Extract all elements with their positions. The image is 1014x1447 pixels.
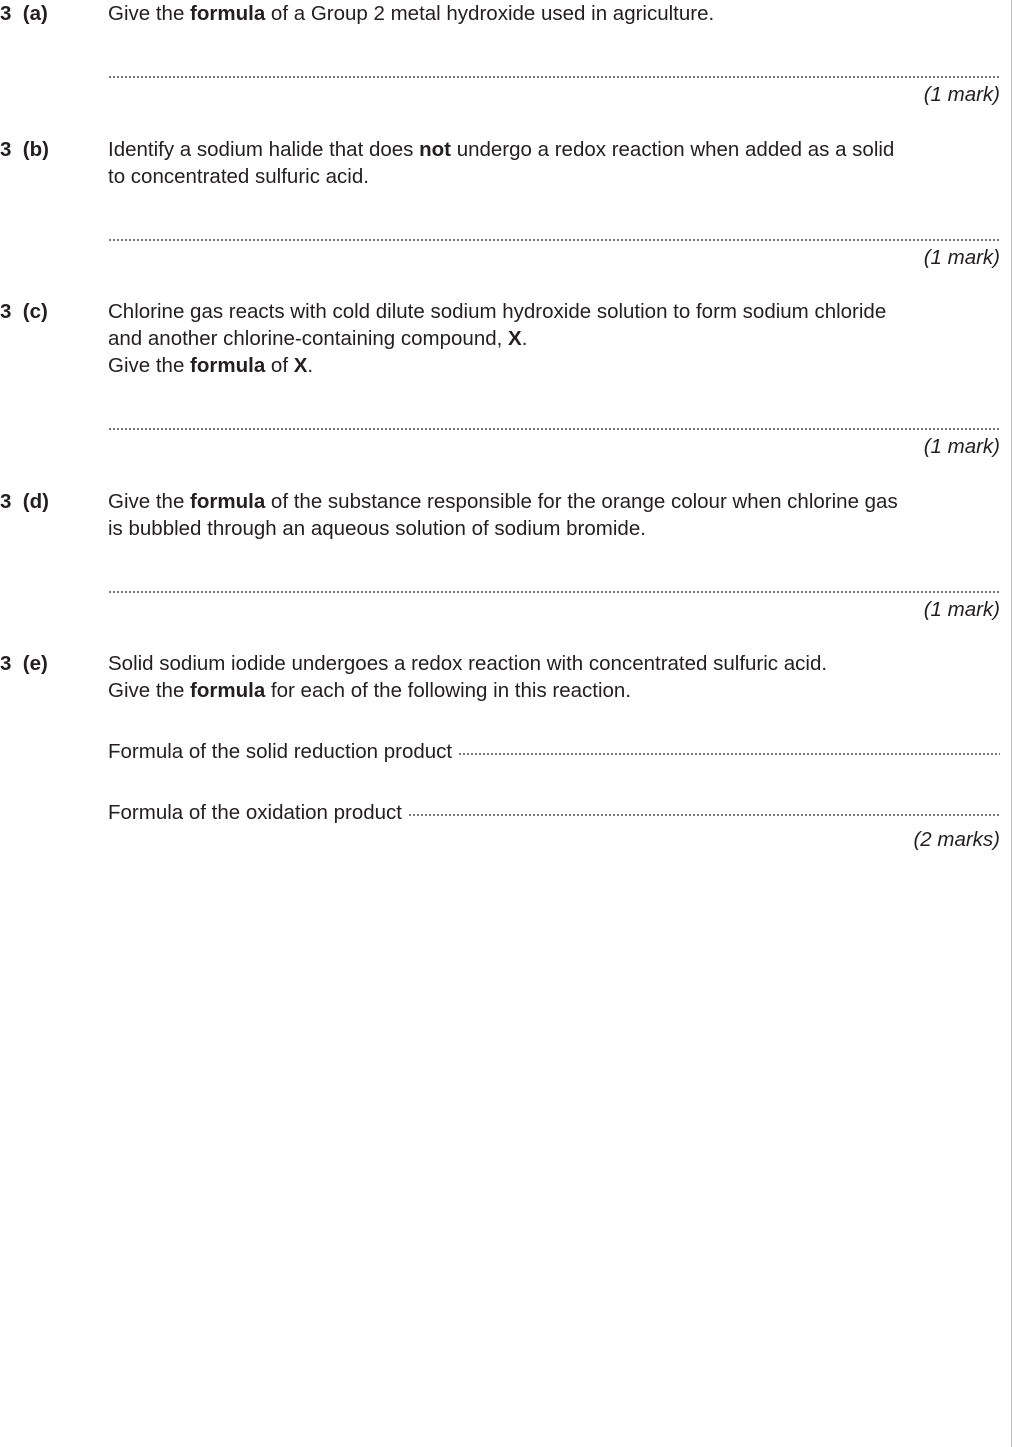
emphasis-text: formula [190,354,266,377]
question-text-line [108,136,1000,163]
text-segment: Identify a sodium halide that does [108,138,420,161]
text-segment: . [521,327,528,350]
text-segment: is bubbled through an aqueous solution of sodium bromide. [108,517,646,540]
answer-line[interactable] [108,406,1000,433]
emphasis-text: formula [190,2,266,25]
question-text-line [108,298,1000,325]
text-segment: Chlorine gas reacts with cold dilute sodium hydroxide solution to form sodium chloride [108,300,887,323]
oxidation-product-label: Formula of the oxidation product [108,801,402,824]
question-text-line [108,677,1000,704]
answer-line[interactable] [108,54,1000,81]
oxidation-product-answer-line[interactable] [408,792,1000,819]
text-segment: of the substance responsible for the orange colour when chlorine gas [265,490,898,513]
marks-label: (1 mark) [923,435,1000,458]
answer-line[interactable] [108,569,1000,596]
marks-label: (1 mark) [923,598,1000,621]
question-text-line [108,515,1000,542]
text-segment: Give the [108,679,191,702]
question-text-line [108,650,1000,677]
page-edge-rule [1011,0,1012,1447]
question-number: 3 (e) [0,652,48,675]
question-text-line [108,163,1000,190]
text-segment: Solid sodium iodide undergoes a redox reaction with concentrated sulfuric acid. [108,652,828,675]
oxidation-product-field [108,792,1000,826]
question-text-line [108,488,1000,515]
question-text-line [108,0,1000,27]
text-segment: undergo a redox reaction when added as a solid [451,138,895,161]
text-segment: . [307,354,314,377]
question-text-line [108,325,1000,352]
text-segment: to concentrated sulfuric acid. [108,165,369,188]
reduction-product-field [108,731,1000,765]
marks-label: (1 mark) [923,83,1000,106]
text-segment: Give the [108,2,191,25]
emphasis-text: X [293,354,308,377]
reduction-product-answer-line[interactable] [458,731,1000,758]
question-number: 3 (a) [0,2,48,25]
emphasis-text: not [419,138,451,161]
marks-label: (1 mark) [923,246,1000,269]
reduction-product-label: Formula of the solid reduction product [108,740,453,763]
question-number: 3 (d) [0,490,49,513]
text-segment: Give the [108,490,191,513]
question-number: 3 (c) [0,300,48,323]
text-segment: of [265,354,294,377]
answer-line[interactable] [108,217,1000,244]
question-number: 3 (b) [0,138,49,161]
text-segment: and another chlorine-containing compound, [108,327,509,350]
marks-label: (2 marks) [913,828,1000,851]
text-segment: of a Group 2 metal hydroxide used in agriculture. [265,2,715,25]
question-text-line [108,352,1000,379]
emphasis-text: formula [190,679,266,702]
text-segment: for each of the following in this reaction. [265,679,632,702]
emphasis-text: formula [190,490,266,513]
text-segment: Give the [108,354,191,377]
emphasis-text: X [508,327,522,350]
